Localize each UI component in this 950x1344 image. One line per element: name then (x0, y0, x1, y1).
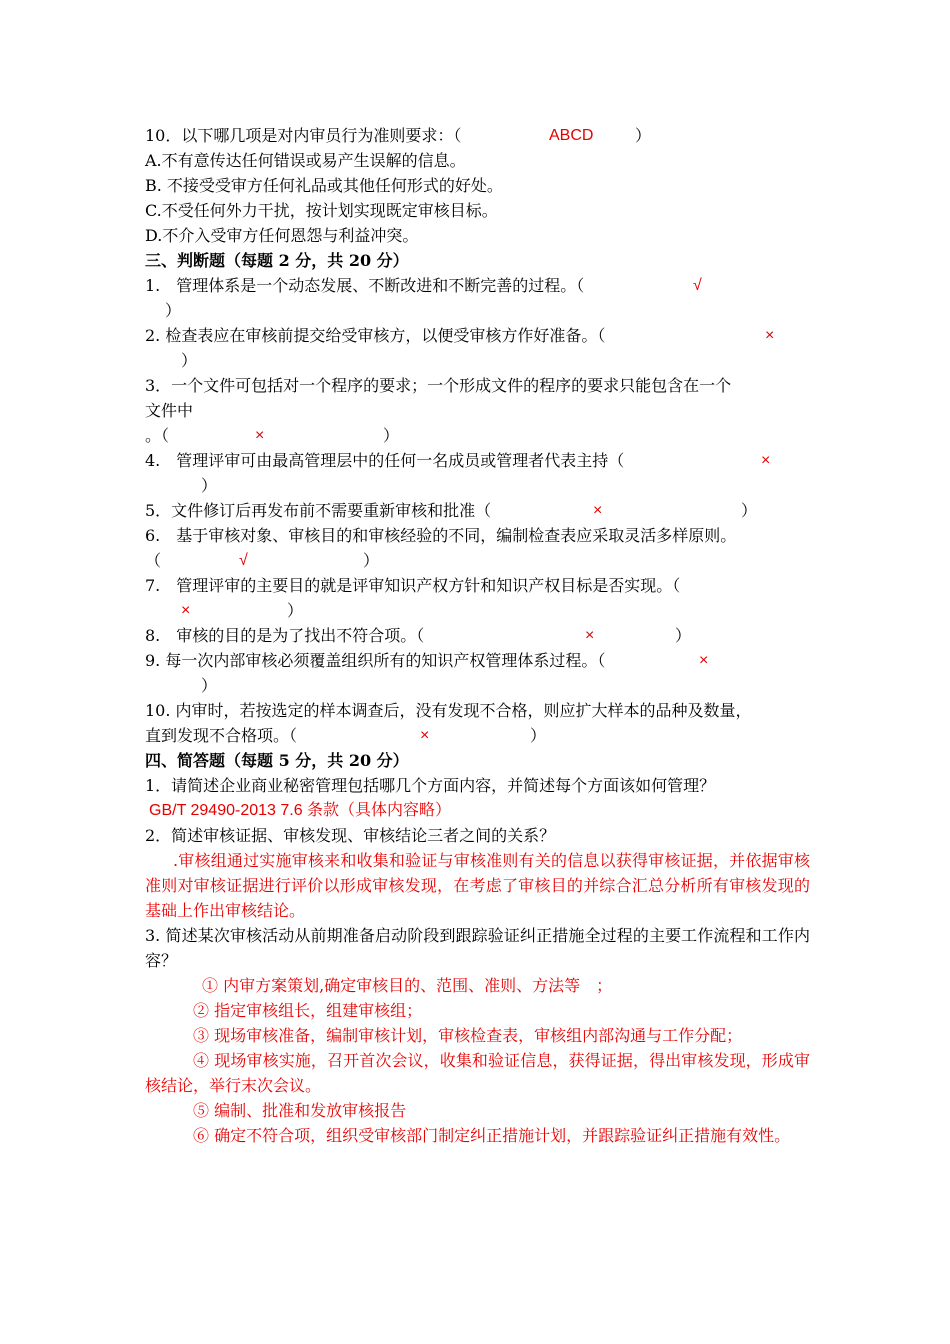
section3-heading: 三、判断题（每题 2 分，共 20 分） (145, 251, 409, 270)
section4-heading: 四、简答题（每题 5 分，共 20 分） (145, 751, 409, 770)
judge-item-3-paren: 。（ (145, 426, 170, 445)
judge-item-7: 7. 管理评审的主要目的就是评审知识产权方针和知识产权目标是否实现。（ (145, 576, 681, 595)
judge-item-9-close: ） (201, 676, 218, 695)
q10-option-a: A.不有意传达任何错误或易产生误解的信息。 (145, 151, 466, 170)
judge-item-1 (145, 273, 810, 298)
judge-item-6-close: ） (363, 551, 380, 570)
judge-item-6-mark: √ (239, 552, 248, 569)
q10-option-b: B. 不接受受审方任何礼品或其他任何形式的好处。 (145, 176, 503, 195)
judge-item-7-answer-line (145, 598, 810, 623)
judge-item-10-text: 直到发现不合格项。（ (145, 726, 298, 745)
judge-item-3-line2: 文件中 (145, 401, 194, 420)
q10-close-paren: ） (635, 126, 652, 145)
judge-item-7-mark: × (181, 602, 191, 619)
judge-item-2-close: ） (181, 351, 198, 370)
short-q3-step-2: ② 指定审核组长，组建审核组； (193, 1001, 423, 1020)
short-q1-answer: GB/T 29490-2013 7.6 条款（具体内容略） (149, 802, 452, 819)
judge-item-5-mark: × (593, 502, 603, 519)
judge-item-4-close: ） (201, 476, 218, 495)
judge-item-4 (145, 448, 810, 473)
judge-item-4-text: 4. 管理评审可由最高管理层中的任何一名成员或管理者代表主持（ (145, 451, 625, 470)
judge-item-5-text: 5．文件修订后再发布前不需要重新审核和批准（ (145, 501, 492, 520)
judge-item-1-mark: √ (693, 277, 702, 294)
q10-stem-text: 10．以下哪几项是对内审员行为准则要求：（ (145, 126, 462, 145)
judge-item-8-close: ） (675, 626, 692, 645)
judge-item-1-text: 1. 管理体系是一个动态发展、不断改进和不断完善的过程。（ (145, 276, 585, 295)
judge-item-7-close: ） (287, 601, 304, 620)
judge-item-10-close: ） (530, 726, 547, 745)
judge-item-1-close: ） (165, 301, 182, 320)
short-q3-step-4: ④ 现场审核实施，召开首次会议，收集和验证信息，获得证据，得出审核发现，形成审核结论，举行末次会议。 (145, 1051, 810, 1095)
short-q2-question: 2．简述审核证据、审核发现、审核结论三者之间的关系？ (145, 826, 556, 845)
judge-item-3-close: ） (383, 426, 400, 445)
judge-item-10-line2 (145, 723, 810, 748)
judge-item-5 (145, 498, 810, 523)
short-q3-question: 3. 简述某次审核活动从前期准备启动阶段到跟踪验证纠正措施全过程的主要工作流程和工作内容？ (145, 926, 810, 970)
exam-page (145, 123, 810, 1148)
judge-item-3-line1: 3．一个文件可包括对一个程序的要求；一个形成文件的程序的要求只能包含在一个 (145, 376, 732, 395)
judge-item-3-mark: × (255, 427, 265, 444)
judge-item-3-line3 (145, 423, 810, 448)
judge-item-2-text: 2. 检查表应在审核前提交给受审核方，以便受审核方作好准备。（ (145, 326, 606, 345)
judge-item-6-paren: （ (145, 551, 162, 570)
judge-item-10-mark: × (420, 727, 430, 744)
short-q3-step-5: ⑤ 编制、批准和发放审核报告 (193, 1101, 407, 1120)
short-q3-step-1: ① 内审方案策划,确定审核目的、范围、准则、方法等 ； (202, 976, 613, 995)
q10-answer: ABCD (549, 127, 594, 144)
judge-item-9 (145, 648, 810, 673)
short-q2-answer: .审核组通过实施审核来和收集和验证与审核准则有关的信息以获得审核证据，并依据审核准则对审核证据进行评价以形成审核发现，在考虑了审核目的并综合汇总分析所有审核发现的基础上作出审核结论。 (145, 851, 810, 920)
judge-item-10-line1: 10. 内审时，若按选定的样本调查后，没有发现不合格，则应扩大样本的品种及数量， (145, 701, 752, 720)
judge-item-5-close: ） (741, 501, 758, 520)
q10-option-d: D.不介入受审方任何恩怨与利益冲突。 (145, 226, 419, 245)
short-q1-question: 1．请简述企业商业秘密管理包括哪几个方面内容，并简述每个方面该如何管理？ (145, 776, 716, 795)
judge-item-8-text: 8. 审核的目的是为了找出不符合项。（ (145, 626, 425, 645)
judge-item-8 (145, 623, 810, 648)
judge-item-9-mark: × (699, 652, 709, 669)
judge-item-6: 6. 基于审核对象、审核目的和审核经验的不同，编制检查表应采取灵活多样原则。 (145, 526, 737, 545)
judge-item-2 (145, 323, 810, 348)
judge-item-8-mark: × (585, 627, 595, 644)
q10-option-c: C.不受任何外力干扰，按计划实现既定审核目标。 (145, 201, 498, 220)
judge-item-6-answer-line (145, 548, 810, 573)
q10-stem (145, 123, 810, 148)
judge-item-4-mark: × (761, 452, 771, 469)
short-q3-step-3: ③ 现场审核准备，编制审核计划，审核检查表，审核组内部沟通与工作分配； (193, 1026, 743, 1045)
short-q3-step-6: ⑥ 确定不符合项，组织受审核部门制定纠正措施计划，并跟踪验证纠正措施有效性。 (193, 1126, 791, 1145)
judge-item-2-mark: × (765, 327, 775, 344)
judge-item-9-text: 9. 每一次内部审核必须覆盖组织所有的知识产权管理体系过程。（ (145, 651, 606, 670)
